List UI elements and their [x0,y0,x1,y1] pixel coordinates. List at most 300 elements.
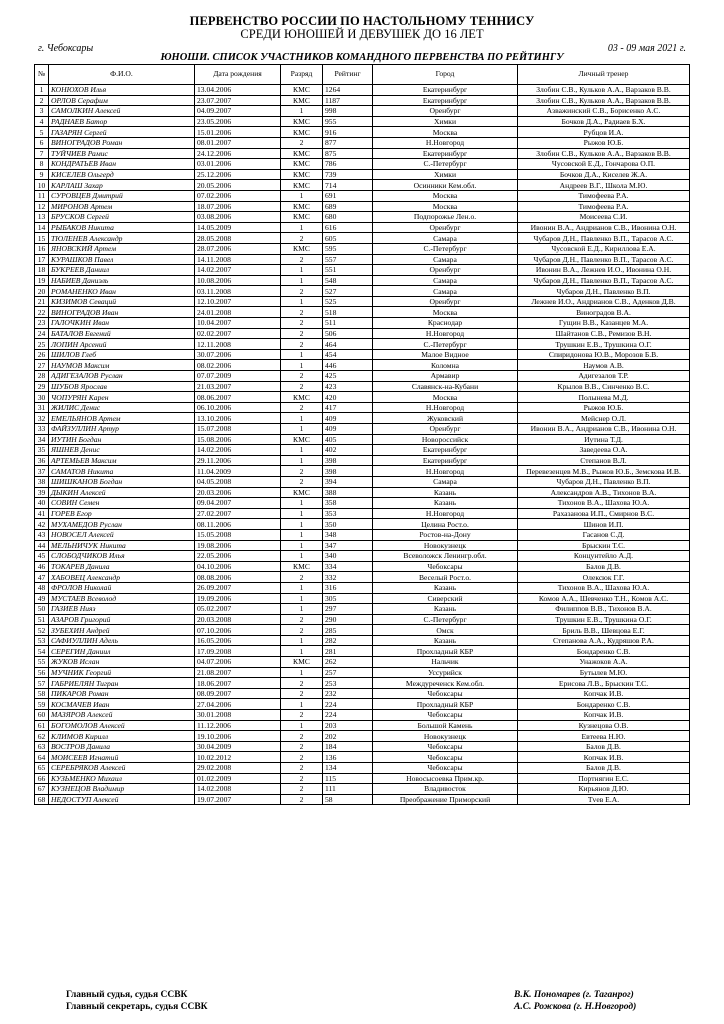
participant-name: ЖУКОВ Ислан [49,657,195,668]
participant-name: ТЮЛЕНЕВ Александр [49,233,195,244]
rating-value: 680 [323,212,373,223]
rating-value: 402 [323,445,373,456]
rating-value: 786 [323,159,373,170]
table-row [35,625,690,636]
rating-value: 347 [323,540,373,551]
coach-name: Тvев Е.А. [518,794,690,805]
rating-value: 224 [323,710,373,721]
sport-rank: 2 [281,731,323,742]
sport-rank: КМС [281,180,323,191]
coach-name: Ивонин В.А., Андрианов С.В., Ивонина О.Н. [518,222,690,233]
sport-rank: 1 [281,646,323,657]
table-row [35,159,690,170]
sport-rank: 2 [281,784,323,795]
rating-value: 714 [323,180,373,191]
participant-name: МУСТАЕВ Всеволод [49,593,195,604]
sport-rank: 2 [281,254,323,265]
coach-name: Кирьянов Д.Ю. [518,784,690,795]
city-name: Осинники Кем.обл. [373,180,518,191]
birth-date: 19.10.2006 [195,731,281,742]
row-number: 61 [35,720,49,731]
participant-name: ШИШКАНОВ Богдан [49,476,195,487]
participant-name: КУЗЬМЕНКО Михаил [49,773,195,784]
row-number: 18 [35,265,49,276]
rating-value: 518 [323,307,373,318]
participant-name: НЕДОСТУП Алексей [49,794,195,805]
table-row [35,328,690,339]
table-row [35,222,690,233]
coach-name: Копчак И.В. [518,752,690,763]
birth-date: 27.04.2006 [195,699,281,710]
coach-name: Рыжов Ю.Б. [518,402,690,413]
birth-date: 25.12.2006 [195,169,281,180]
rating-value: 262 [323,657,373,668]
city-name: Самара [373,275,518,286]
rating-value: 232 [323,688,373,699]
table-row [35,201,690,212]
rating-value: 111 [323,784,373,795]
birth-date: 21.03.2007 [195,381,281,392]
rating-value: 253 [323,678,373,689]
rating-value: 605 [323,233,373,244]
sport-rank: 2 [281,625,323,636]
table-row [35,307,690,318]
city-name: Новосысоевка Прим.кр. [373,773,518,784]
rating-value: 350 [323,519,373,530]
city-name: Прохладный КБР [373,699,518,710]
sport-rank: 2 [281,466,323,477]
row-number: 41 [35,508,49,519]
rating-value: 551 [323,265,373,276]
rating-value: 955 [323,116,373,127]
table-row [35,85,690,96]
coach-name: Шайтанов С.В., Ремизов В.Н. [518,328,690,339]
row-number: 8 [35,159,49,170]
row-number: 67 [35,784,49,795]
coach-name: Трушкин Е.В., Трушкина О.Г. [518,339,690,350]
coach-name: Филиппов В.В., Тихонов В.А. [518,604,690,615]
coach-name: Кузнецова О.В. [518,720,690,731]
row-number: 48 [35,582,49,593]
rating-value: 348 [323,529,373,540]
table-row [35,519,690,530]
city-name: Самара [373,476,518,487]
row-number: 47 [35,572,49,583]
rating-value: 409 [323,424,373,435]
city-name: Самара [373,233,518,244]
city-name: Самара [373,286,518,297]
row-number: 34 [35,434,49,445]
sport-rank: 1 [281,360,323,371]
rating-value: 305 [323,593,373,604]
row-number: 16 [35,243,49,254]
row-number: 42 [35,519,49,530]
coach-name: Портнягин Е.С. [518,773,690,784]
sport-rank: 2 [281,339,323,350]
row-number: 21 [35,296,49,307]
rating-value: 417 [323,402,373,413]
table-row [35,95,690,106]
sport-rank: 2 [281,476,323,487]
city-name: Казань [373,604,518,615]
birth-date: 13.10.2006 [195,413,281,424]
coach-name: Балов Д.В. [518,741,690,752]
birth-date: 20.03.2008 [195,614,281,625]
participant-name: СОВИН Семен [49,498,195,509]
participant-name: ЛОПИН Арсений [49,339,195,350]
table-row [35,551,690,562]
sport-rank: КМС [281,561,323,572]
rating-value: 506 [323,328,373,339]
participant-name: КИСЕЛЕВ Ольгерд [49,169,195,180]
rating-value: 184 [323,741,373,752]
participant-name: ХАБОВЕЦ Александр [49,572,195,583]
table-row [35,763,690,774]
city-name: Краснодар [373,318,518,329]
table-row [35,127,690,138]
birth-date: 29.02.2008 [195,763,281,774]
row-number: 14 [35,222,49,233]
row-number: 38 [35,476,49,487]
table-row [35,339,690,350]
table-row [35,212,690,223]
row-number: 5 [35,127,49,138]
table-row [35,381,690,392]
participant-name: ВИНОГРАДОВ Иван [49,307,195,318]
sport-rank: 2 [281,371,323,382]
sport-rank: КМС [281,85,323,96]
birth-date: 05.02.2007 [195,604,281,615]
sport-rank: 2 [281,710,323,721]
coach-name: Тимофеева Р.А. [518,201,690,212]
row-number: 39 [35,487,49,498]
rating-value: 525 [323,296,373,307]
city-name: Новороссийск [373,434,518,445]
participant-name: РЫБАКОВ Никита [49,222,195,233]
table-row [35,434,690,445]
city-name: Чебоксары [373,752,518,763]
table-row [35,498,690,509]
rating-value: 405 [323,434,373,445]
sport-rank: 2 [281,307,323,318]
table-row [35,710,690,721]
row-number: 64 [35,752,49,763]
row-number: 31 [35,402,49,413]
birth-date: 14.05.2009 [195,222,281,233]
birth-date: 09.04.2007 [195,498,281,509]
participant-name: РОМАНЕНКО Иван [49,286,195,297]
sport-rank: 2 [281,318,323,329]
city-name: Казань [373,498,518,509]
sport-rank: 1 [281,190,323,201]
participant-name: КАРЛАШ Захар [49,180,195,191]
participant-name: МУЧНИК Георгий [49,667,195,678]
sport-rank: 2 [281,402,323,413]
coach-name: Александров А.В., Тихонов В.А. [518,487,690,498]
city-name: Новокузнецк [373,540,518,551]
birth-date: 04.05.2008 [195,476,281,487]
rating-value: 282 [323,635,373,646]
coach-name: Тихонов В.А., Шахова Ю.А. [518,498,690,509]
birth-date: 04.07.2006 [195,657,281,668]
row-number: 12 [35,201,49,212]
participant-name: БУКРЕЕВ Даниил [49,265,195,276]
city-name: Казань [373,582,518,593]
table-row [35,402,690,413]
row-number: 46 [35,561,49,572]
city-name: Большой Камень [373,720,518,731]
city-name: Веселый Рост.о. [373,572,518,583]
coach-name: Чусовской Е.Д., Кириллова Е.А. [518,243,690,254]
row-number: 36 [35,455,49,466]
coach-name: Ивонин В.А., Лежнев И.О., Ивонина О.Н. [518,265,690,276]
rating-value: 115 [323,773,373,784]
coach-name: Чубаров Д.Н., Павленко В.П., Тарасов А.С. [518,275,690,286]
rating-value: 1264 [323,85,373,96]
city-name: Чебоксары [373,741,518,752]
table-row [35,508,690,519]
chief-judge-label: Главный судья, судья ССВК [66,990,188,1000]
sport-rank: 2 [281,614,323,625]
participant-name: КЛИМОВ Кирилл [49,731,195,742]
table-row [35,137,690,148]
table-row [35,190,690,201]
row-number: 26 [35,349,49,360]
city-name: Оренбург [373,222,518,233]
city-name: Сиверский [373,593,518,604]
birth-date: 03.11.2008 [195,286,281,297]
sport-rank: 1 [281,540,323,551]
rating-value: 616 [323,222,373,233]
rating-value: 398 [323,455,373,466]
rating-value: 353 [323,508,373,519]
table-row [35,529,690,540]
rating-value: 134 [323,763,373,774]
sport-rank: 1 [281,604,323,615]
sport-rank: 1 [281,106,323,117]
row-number: 68 [35,794,49,805]
participant-name: ГАЗИЕВ Нияз [49,604,195,615]
table-row [35,487,690,498]
row-number: 7 [35,148,49,159]
chief-secretary-name: А.С. Рожкова (г. Н.Новгород) [514,1002,637,1012]
sport-rank: КМС [281,127,323,138]
participant-name: ШУБОВ Ярослав [49,381,195,392]
coach-name: Злобин С.В., Кульков А.А., Варзаков В.В. [518,148,690,159]
table-row [35,233,690,244]
table-row [35,254,690,265]
row-number: 54 [35,646,49,657]
birth-date: 07.07.2009 [195,371,281,382]
city-name: Н.Новгород [373,402,518,413]
sport-rank: КМС [281,159,323,170]
table-header-row [35,65,690,85]
birth-date: 24.12.2006 [195,148,281,159]
city-name: Целина Рост.о. [373,519,518,530]
participants-table [34,64,690,805]
sport-rank: КМС [281,212,323,223]
city-name: Чебоксары [373,561,518,572]
sport-rank: 1 [281,699,323,710]
table-row [35,445,690,456]
row-number: 59 [35,699,49,710]
sport-rank: 1 [281,275,323,286]
coach-name: Брыскин Т.С. [518,540,690,551]
rating-value: 1187 [323,95,373,106]
rating-value: 916 [323,127,373,138]
city-name: Самара [373,254,518,265]
birth-date: 12.11.2008 [195,339,281,350]
city-name: Химки [373,169,518,180]
row-number: 45 [35,551,49,562]
coach-name: Адигезалов Т.Р. [518,371,690,382]
coach-name: Полынева М.Д. [518,392,690,403]
sport-rank: 2 [281,137,323,148]
table-row [35,604,690,615]
rating-value: 689 [323,201,373,212]
row-number: 49 [35,593,49,604]
rating-value: 58 [323,794,373,805]
rating-value: 595 [323,243,373,254]
rating-value: 332 [323,572,373,583]
coach-name: Чубаров Д.Н., Павленко В.П. [518,286,690,297]
birth-date: 08.09.2007 [195,688,281,699]
birth-date: 19.08.2006 [195,540,281,551]
row-number: 44 [35,540,49,551]
sport-rank: КМС [281,201,323,212]
table-row [35,773,690,784]
city-name: Уссурийск [373,667,518,678]
city-name: Преображение Приморский [373,794,518,805]
participant-name: ЧОПУРЯН Карен [49,392,195,403]
participant-name: НОВОСЕЛ Алексей [49,529,195,540]
participant-name: ГАЛОЧКИН Иван [49,318,195,329]
row-number: 28 [35,371,49,382]
table-row [35,318,690,329]
city-name: Славянск-на-Кубани [373,381,518,392]
table-row [35,593,690,604]
table-row [35,275,690,286]
city-name: Казань [373,487,518,498]
coach-name: Балов Д.В. [518,561,690,572]
birth-date: 23.07.2007 [195,95,281,106]
birth-date: 14.02.2008 [195,784,281,795]
rating-value: 425 [323,371,373,382]
rating-value: 290 [323,614,373,625]
participant-name: КОНДРАТЬЕВ Иван [49,159,195,170]
participant-name: ГАЗАРЯН Сергей [49,127,195,138]
row-number: 1 [35,85,49,96]
sport-rank: КМС [281,95,323,106]
sport-rank: КМС [281,116,323,127]
birth-date: 07.10.2006 [195,625,281,636]
birth-date: 18.06.2007 [195,678,281,689]
row-number: 9 [35,169,49,180]
column-header-number: № [35,65,49,85]
sport-rank: 2 [281,233,323,244]
participant-name: НАУМОВ Максим [49,360,195,371]
city-name: Екатеринбург [373,95,518,106]
participant-name: САФИУЛЛИН Адель [49,635,195,646]
birth-date: 01.02.2009 [195,773,281,784]
coach-name: Лежнев И.О., Андрианов С.В., Аденков Д.В. [518,296,690,307]
birth-date: 07.02.2006 [195,190,281,201]
participant-name: КОСМАЧЕВ Иван [49,699,195,710]
sport-rank: 1 [281,519,323,530]
table-row [35,286,690,297]
participant-name: ЗУБЕХИН Андрей [49,625,195,636]
coach-name: Олексюк Г.Г. [518,572,690,583]
participant-name: АДИГЕЗАЛОВ Руслан [49,371,195,382]
table-body [35,85,690,805]
participant-name: БОГОМОЛОВ Алексей [49,720,195,731]
city-name: С.-Петербург [373,339,518,350]
coach-name: Бочков Д.А., Киселев Ж.А. [518,169,690,180]
birth-date: 30.01.2008 [195,710,281,721]
rating-value: 464 [323,339,373,350]
table-row [35,106,690,117]
city-name: Екатеринбург [373,445,518,456]
sport-rank: 1 [281,635,323,646]
sport-rank: 1 [281,445,323,456]
coach-name: Спиридонова Ю.В., Морозов Б.В. [518,349,690,360]
birth-date: 06.10.2006 [195,402,281,413]
participant-name: СЛОБОДЧИКОВ Илья [49,551,195,562]
table-row [35,752,690,763]
table-row [35,688,690,699]
birth-date: 08.06.2007 [195,392,281,403]
city-name: Москва [373,201,518,212]
coach-name: Тихонов В.А., Шахова Ю.А. [518,582,690,593]
table-row [35,265,690,276]
row-number: 10 [35,180,49,191]
table-row [35,699,690,710]
participant-name: АЗАРОВ Григорий [49,614,195,625]
rating-value: 548 [323,275,373,286]
column-header-rating: Рейтинг [323,65,373,85]
table-row [35,243,690,254]
rating-value: 316 [323,582,373,593]
city-name: Москва [373,307,518,318]
table-row [35,148,690,159]
event-dates: 03 - 09 мая 2021 г. [607,43,686,54]
city-name: Междуреченск Кем.обл. [373,678,518,689]
participant-name: САМОЛКИН Алексей [49,106,195,117]
participant-name: ТОКАРЕВ Данила [49,561,195,572]
rating-value: 334 [323,561,373,572]
coach-name: Заведеева О.А. [518,445,690,456]
table-row [35,667,690,678]
participant-name: МУХАМЕДОВ Руслан [49,519,195,530]
city-name: Ростов-на-Дону [373,529,518,540]
table-row [35,466,690,477]
participant-name: МАЗЯРОВ Алексей [49,710,195,721]
participant-name: СЕРЕГИН Даниил [49,646,195,657]
chief-judge-name: В.К. Пономарев (г. Таганрог) [514,990,634,1000]
coach-name: Трушкин Е.В., Трушкина О.Г. [518,614,690,625]
row-number: 30 [35,392,49,403]
city-name: Оренбург [373,424,518,435]
coach-name: Наумов А.В. [518,360,690,371]
row-number: 19 [35,275,49,286]
rating-value: 203 [323,720,373,731]
city-name: Чебоксары [373,763,518,774]
birth-date: 14.11.2008 [195,254,281,265]
participant-name: ГОРЕВ Егор [49,508,195,519]
sport-rank: 2 [281,763,323,774]
coach-name: Концунтейло А.Д. [518,551,690,562]
coach-name: Злобин С.В., Кульков А.А., Варзаков В.В. [518,85,690,96]
